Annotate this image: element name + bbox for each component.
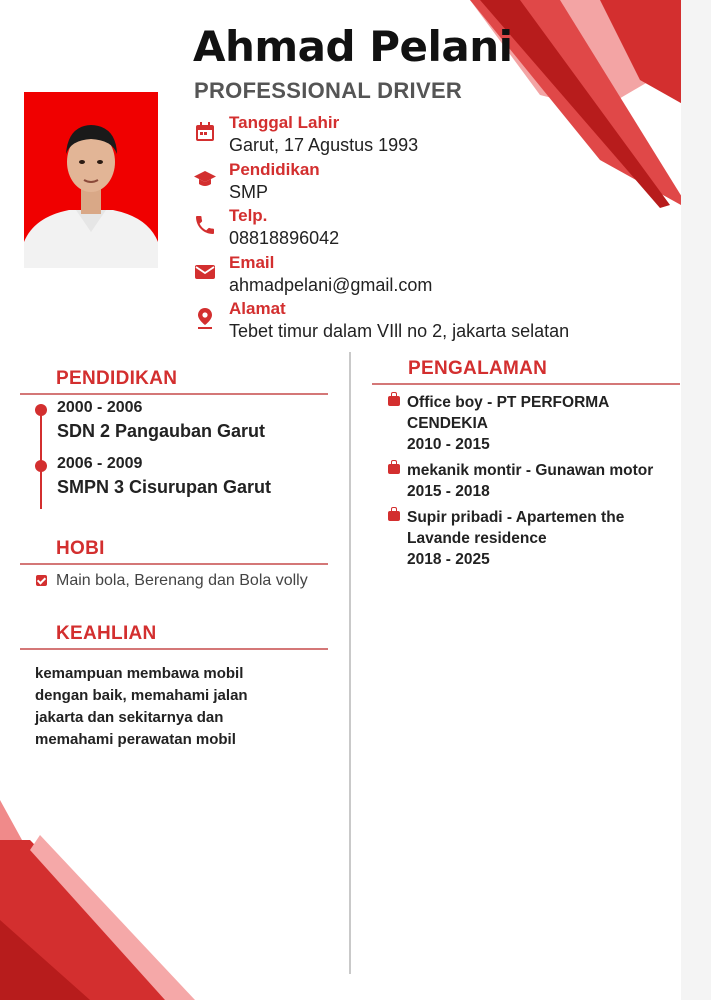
contact-email	[193, 253, 633, 300]
experience-title-line: Office boy - PT PERFORMA	[407, 394, 610, 411]
section-keahlian	[20, 623, 328, 650]
education-timeline	[34, 397, 334, 513]
profile-photo	[24, 92, 158, 268]
contact-address	[193, 299, 633, 346]
timeline-school: SDN 2 Pangauban Garut	[57, 421, 266, 441]
timeline-years: 2000 - 2006	[57, 399, 143, 416]
timeline-school: SMPN 3 Cisurupan Garut	[57, 477, 272, 497]
timeline-item	[34, 453, 334, 509]
experience-list	[388, 392, 678, 575]
contact-label: Telp.	[229, 206, 268, 225]
timeline-years: 2006 - 2009	[57, 455, 143, 472]
section-hobi	[20, 538, 328, 565]
contact-label: Tanggal Lahir	[229, 113, 340, 132]
section-title: KEAHLIAN	[56, 623, 157, 644]
contact-birthdate	[193, 113, 633, 160]
experience-item	[388, 507, 678, 570]
contact-value: Tebet timur dalam VIll no 2, jakarta selatan	[229, 321, 570, 341]
experience-years: 2015 - 2018	[407, 483, 490, 500]
experience-title-line: Supir pribadi - Apartemen the	[407, 509, 625, 526]
section-title: PENGALAMAN	[408, 358, 548, 379]
section-underline	[20, 393, 328, 395]
column-divider	[349, 352, 351, 974]
skill-line: memahami perawatan mobil	[35, 731, 236, 748]
experience-title-line: CENDEKIA	[407, 415, 488, 432]
experience-item	[388, 392, 678, 455]
contact-value: SMP	[229, 181, 269, 202]
section-title: PENDIDIKAN	[56, 368, 178, 389]
skill-line: dengan baik, memahami jalan	[35, 687, 248, 704]
section-title: HOBI	[56, 538, 105, 559]
section-pengalaman	[372, 358, 680, 385]
contact-info	[193, 113, 633, 346]
location-pin-icon	[193, 306, 217, 330]
section-underline	[372, 383, 680, 385]
briefcase-icon	[388, 511, 400, 521]
skill-line: jakarta dan sekitarnya dan	[35, 709, 224, 726]
contact-label: Alamat	[229, 299, 286, 318]
phone-icon	[193, 213, 217, 237]
skill-line: kemampuan membawa mobil	[35, 665, 244, 682]
experience-years: 2010 - 2015	[407, 436, 490, 453]
contact-label: Email	[229, 252, 275, 272]
checkbox-icon	[36, 575, 47, 586]
timeline-item	[34, 397, 334, 453]
experience-item	[388, 460, 678, 502]
contact-label: Pendidikan	[229, 159, 320, 179]
graduation-cap-icon	[193, 167, 217, 191]
calendar-icon	[193, 120, 217, 144]
decorative-corner-bottom-left	[0, 780, 220, 1000]
experience-title-line: mekanik montir - Gunawan motor	[407, 462, 654, 479]
experience-years: 2018 - 2025	[407, 551, 490, 568]
page-edge-shadow	[681, 0, 711, 1000]
section-pendidikan	[20, 368, 328, 395]
candidate-name: Ahmad Pelani	[193, 22, 513, 71]
section-underline	[20, 648, 328, 650]
candidate-role: PROFESSIONAL DRIVER	[194, 78, 463, 103]
hobby-item	[36, 572, 308, 590]
person-portrait-icon	[24, 92, 158, 268]
contact-value: ahmadpelani@gmail.com	[229, 274, 433, 295]
hobby-text: Main bola, Berenang dan Bola volly	[56, 572, 308, 589]
timeline-dot-icon	[35, 404, 47, 416]
section-underline	[20, 563, 328, 565]
briefcase-icon	[388, 396, 400, 406]
experience-title-line: Lavande residence	[407, 530, 547, 547]
contact-value: Garut, 17 Agustus 1993	[229, 135, 419, 155]
contact-value: 08818896042	[229, 228, 340, 248]
skill-description	[35, 663, 305, 751]
contact-education	[193, 160, 633, 207]
contact-phone	[193, 206, 633, 253]
briefcase-icon	[388, 464, 400, 474]
timeline-dot-icon	[35, 460, 47, 472]
email-icon	[193, 260, 217, 284]
